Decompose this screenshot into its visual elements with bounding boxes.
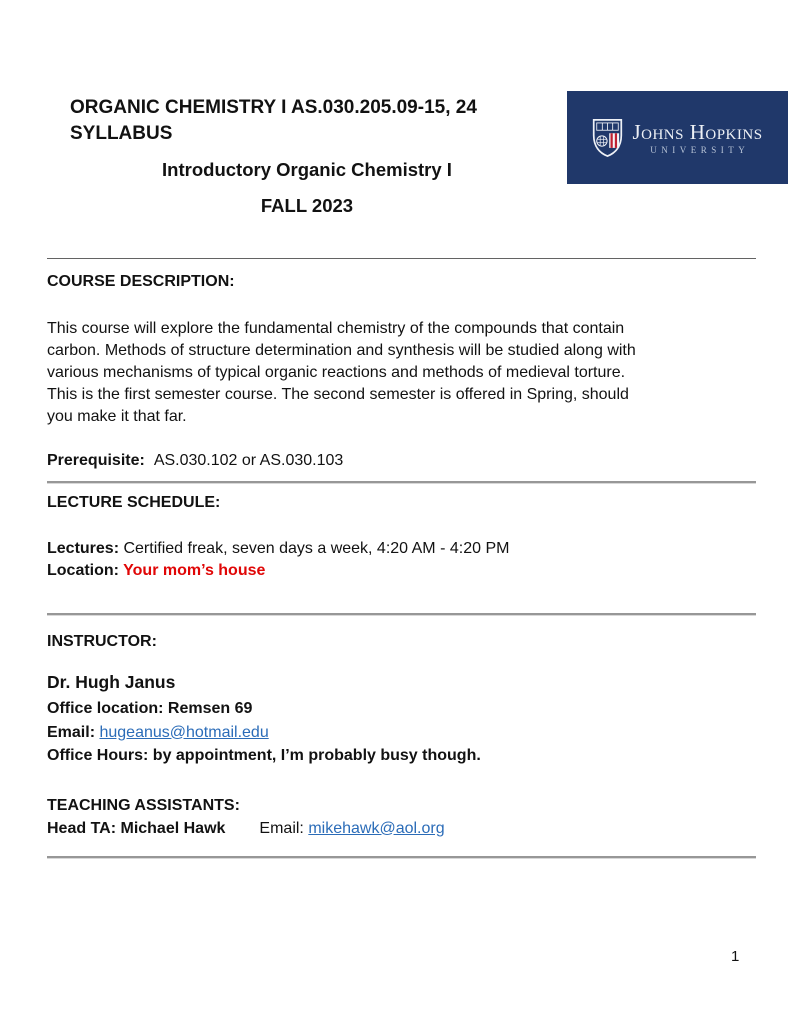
instructor-name: Dr. Hugh Janus: [47, 672, 176, 692]
paragraph-line: carbon. Methods of structure determination and synthesis will be studied along with: [47, 342, 636, 359]
teaching-assistants-heading: TEACHING ASSISTANTS:: [47, 796, 240, 814]
section-divider: [47, 258, 756, 259]
location-value: Your mom’s house: [119, 562, 266, 579]
ta-email-label: Email:: [259, 819, 309, 837]
section-divider: [47, 856, 756, 859]
instructor-email-line: [47, 721, 756, 745]
lectures-line: [47, 538, 756, 560]
logo-university-word: UNIVERSITY: [650, 144, 750, 155]
paragraph-line: various mechanisms of typical organic reactions and methods of medieval torture.: [47, 364, 626, 381]
prerequisite-line: [47, 450, 756, 472]
section-divider: [47, 613, 756, 616]
lecture-schedule-heading: LECTURE SCHEDULE:: [47, 494, 221, 511]
office-hours-line: Office Hours: by appointment, I’m probably busy though.: [47, 747, 481, 764]
course-description-heading: COURSE DESCRIPTION:: [47, 273, 235, 290]
instructor-heading: INSTRUCTOR:: [47, 633, 157, 650]
instructor-email-link[interactable]: hugeanus@hotmail.edu: [99, 723, 269, 741]
head-ta-line: [47, 817, 756, 840]
course-subtitle: Introductory Organic Chemistry I: [162, 159, 452, 180]
johns-hopkins-logo: [567, 91, 788, 184]
location-line: [47, 560, 756, 582]
paragraph-line: This course will explore the fundamental chemistry of the compounds that contain: [47, 320, 625, 337]
lectures-value: Certified freak, seven days a week, 4:20 AM - 4:20 PM: [119, 540, 510, 557]
instructor-details: [47, 697, 756, 768]
section-divider: [47, 481, 756, 484]
logo-institution-name: Johns Hopkins: [632, 119, 763, 144]
ta-email-link[interactable]: mikehawk@aol.org: [308, 819, 445, 837]
page-number: 1: [731, 948, 740, 965]
lectures-label: Lectures:: [47, 540, 120, 557]
head-ta-name: Head TA: Michael Hawk: [47, 819, 226, 837]
term-label: FALL 2023: [260, 195, 354, 216]
title-line-1: ORGANIC CHEMISTRY I AS.030.205.09-15, 24: [70, 97, 477, 118]
logo-wordmark: [632, 121, 762, 155]
prerequisite-value: AS.030.102 or AS.030.103: [153, 452, 344, 469]
paragraph-line: This is the first semester course. The second semester is offered in Spring, should: [47, 386, 629, 403]
lecture-schedule-block: [47, 538, 756, 582]
title-line-2: SYLLABUS: [70, 123, 173, 144]
document-title: [70, 95, 550, 147]
jhu-shield-icon: [592, 118, 623, 158]
course-description-paragraph: [47, 318, 756, 428]
office-location-line: Office location: Remsen 69: [47, 700, 253, 717]
email-label: Email:: [47, 723, 96, 741]
location-label: Location:: [47, 562, 119, 579]
paragraph-line: you make it that far.: [47, 408, 187, 425]
prerequisite-label: Prerequisite:: [47, 452, 145, 469]
